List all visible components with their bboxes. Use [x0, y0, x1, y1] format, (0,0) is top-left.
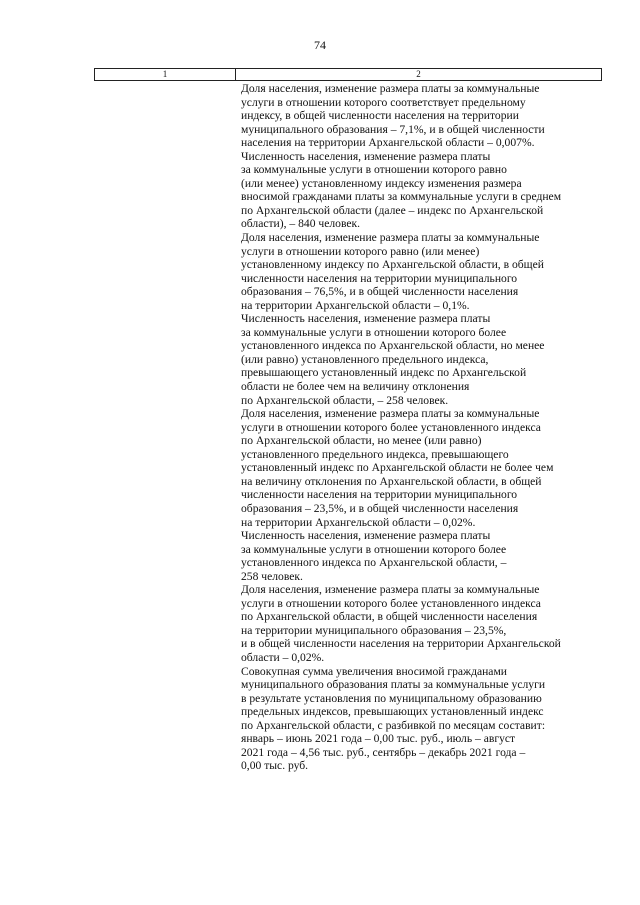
- text-line: по Архангельской области, но менее (или равно): [241, 434, 482, 448]
- text-line: за коммунальные услуги в отношении которого более: [241, 542, 507, 556]
- text-line: Доля населения, изменение размера платы за коммунальные: [241, 231, 540, 245]
- table-header-col-2: 2: [416, 69, 421, 79]
- text-line: индексу, в общей численности населения на территории: [241, 109, 519, 123]
- text-line: (или равно) установленного предельного индекса,: [241, 352, 489, 366]
- text-line: на величину отклонения по Архангельской области, в общей: [241, 474, 542, 488]
- text-line: (или менее) установленному индексу изменения размера: [241, 176, 522, 190]
- text-line: численности населения на территории муниципального: [241, 271, 518, 285]
- text-line: установленный индекс по Архангельской области не более чем: [241, 461, 554, 475]
- text-line: Доля населения, изменение размера платы за коммунальные: [241, 407, 540, 421]
- text-line: услуги в отношении которого соответствует предельному: [241, 95, 526, 109]
- text-line: установленному индексу по Архангельской области, в общей: [241, 258, 544, 272]
- text-line: на территории Архангельской области – 0,1%.: [241, 298, 470, 312]
- text-line: Доля населения, изменение размера платы за коммунальные: [241, 583, 540, 597]
- table-header-col-1: 1: [95, 69, 236, 80]
- text-line: области – 0,02%.: [241, 650, 325, 664]
- text-line: на территории Архангельской области – 0,02%.: [241, 515, 476, 529]
- text-line: области), – 840 человек.: [241, 217, 361, 231]
- text-line: по Архангельской области, в общей численности населения: [241, 610, 538, 624]
- text-line: населения на территории Архангельской области – 0,007%.: [241, 136, 535, 150]
- page-number: 74: [314, 38, 326, 52]
- text-line: Численность населения, изменение размера платы: [241, 149, 491, 163]
- text-line: установленного индекса по Архангельской области, –: [241, 556, 507, 570]
- text-line: превышающего установленный индекс по Архангельской: [241, 366, 527, 380]
- text-line: установленного предельного индекса, превышающего: [241, 447, 509, 461]
- text-line: численности населения на территории муниципального: [241, 488, 518, 502]
- text-line: образования – 23,5%, и в общей численности населения: [241, 501, 519, 515]
- text-line: Численность населения, изменение размера платы: [241, 312, 491, 326]
- table-cell-text: [241, 82, 603, 773]
- text-line: муниципального образования – 7,1%, и в общей численности: [241, 122, 545, 136]
- text-line: в результате установления по муниципальному образованию: [241, 691, 542, 705]
- text-line: за коммунальные услуги в отношении которого равно: [241, 163, 507, 177]
- text-line: услуги в отношении которого более установленного индекса: [241, 596, 541, 610]
- text-line: Численность населения, изменение размера платы: [241, 529, 491, 543]
- text-line: муниципального образования платы за коммунальные услуги: [241, 678, 546, 692]
- text-line: по Архангельской области, с разбивкой по месяцам составит:: [241, 718, 546, 732]
- text-line: на территории муниципального образования – 23,5%,: [241, 623, 507, 637]
- text-line: 2021 года – 4,56 тыс. руб., сентябрь – декабрь 2021 года –: [241, 745, 526, 759]
- text-line: услуги в отношении которого равно (или менее): [241, 244, 480, 258]
- text-line: и в общей численности населения на территории Архангельской: [241, 637, 561, 651]
- text-line: по Архангельской области (далее – индекс по Архангельской: [241, 203, 544, 217]
- text-line: Доля населения, изменение размера платы за коммунальные: [241, 82, 540, 95]
- text-line: 258 человек.: [241, 569, 303, 583]
- text-line: январь – июнь 2021 года – 0,00 тыс. руб., июль – август: [241, 732, 516, 746]
- text-line: по Архангельской области, – 258 человек.: [241, 393, 449, 407]
- text-line: установленного индекса по Архангельской области, но менее: [241, 339, 545, 353]
- table-header-row: [94, 68, 602, 81]
- text-line: области не более чем на величину отклонения: [241, 380, 470, 394]
- text-line: Совокупная сумма увеличения вносимой гражданами: [241, 664, 507, 678]
- text-line: услуги в отношении которого более установленного индекса: [241, 420, 541, 434]
- text-line: 0,00 тыс. руб.: [241, 759, 309, 773]
- text-line: вносимой гражданами платы за коммунальные услуги в среднем: [241, 190, 562, 204]
- text-line: образования – 76,5%, и в общей численности населения: [241, 285, 519, 299]
- text-line: предельных индексов, превышающих установленный индекс: [241, 705, 544, 719]
- text-line: за коммунальные услуги в отношении которого более: [241, 325, 507, 339]
